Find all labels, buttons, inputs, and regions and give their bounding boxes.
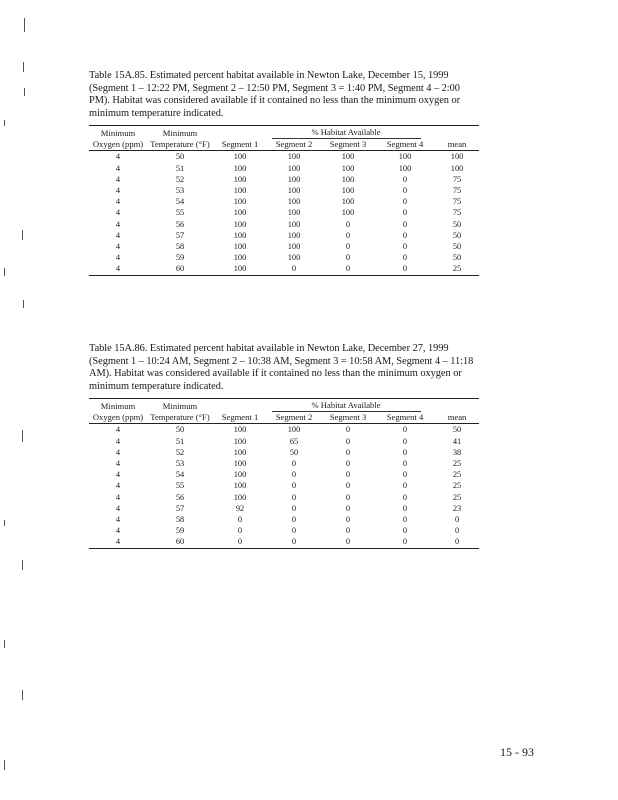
table-cell: 4 (89, 536, 147, 548)
table-cell: 56 (175, 492, 185, 502)
table-cell: 0 (402, 242, 408, 251)
table-row (89, 536, 479, 548)
table-cell: 4 (115, 492, 121, 502)
table-cell: 4 (115, 219, 121, 229)
habitat-table-15a85 (89, 125, 479, 275)
table-cell: 0 (291, 492, 297, 502)
table-cell: 100 (233, 458, 247, 468)
table-cell: 0 (402, 185, 408, 195)
table-row (89, 219, 479, 230)
table-cell: 60 (147, 536, 213, 548)
table-cell: 4 (115, 152, 121, 162)
table-cell: 100 (341, 174, 355, 184)
col-header: Segment 3 (321, 412, 375, 424)
table-cell: 0 (345, 515, 351, 524)
table-cell: 4 (115, 436, 121, 446)
table-cell: 100 (233, 242, 247, 251)
col-header-top: Minimum (147, 399, 213, 413)
table-cell: 0 (345, 526, 351, 536)
table-cell: 100 (233, 425, 247, 435)
table-cell: 100 (233, 174, 247, 184)
table-cell: 75 (452, 174, 462, 184)
table-cell: 38 (452, 447, 462, 457)
col-header-top: Minimum (147, 126, 213, 140)
table-cell: 0 (402, 197, 408, 207)
col-header-top: Minimum (89, 399, 147, 413)
table-cell: 100 (233, 492, 247, 502)
table-cell: 100 (287, 230, 301, 240)
table-cell: 100 (233, 481, 247, 491)
table-cell: 100 (341, 185, 355, 195)
table-cell: 0 (402, 481, 408, 491)
table-cell: 0 (435, 536, 479, 548)
habitat-table-15a86 (89, 398, 479, 548)
table-body (89, 424, 479, 548)
table-cell: 100 (287, 163, 301, 173)
table-cell: 58 (175, 515, 185, 524)
table-cell: 75 (452, 208, 462, 218)
table-cell: 0 (321, 536, 375, 548)
table-cell: 0 (237, 526, 243, 536)
header-row (89, 412, 479, 424)
table-cell: 57 (175, 503, 185, 513)
table-cell: 4 (115, 197, 121, 207)
table-cell: 100 (233, 470, 247, 480)
table-cell: 100 (287, 219, 301, 229)
table-cell: 0 (291, 515, 297, 524)
table-cell: 0 (291, 458, 297, 468)
table-cell: 57 (175, 230, 185, 240)
table-cell: 0 (402, 515, 408, 524)
table-cell: 100 (233, 208, 247, 218)
table-cell: 51 (175, 436, 185, 446)
table-cell: 100 (398, 152, 412, 162)
table-cell: 4 (115, 208, 121, 218)
table-cell: 100 (233, 253, 247, 263)
table-cell: 100 (233, 230, 247, 240)
table-row (89, 185, 479, 196)
table-cell: 100 (233, 152, 247, 162)
table-cell: 0 (402, 470, 408, 480)
col-header: Temperature (°F) (147, 412, 213, 424)
table-cell: 25 (452, 458, 462, 468)
table-cell: 58 (175, 242, 185, 251)
table-row (89, 196, 479, 207)
table-cell: 100 (341, 208, 355, 218)
col-header: Segment 4 (375, 139, 435, 151)
table-cell: 4 (115, 174, 121, 184)
col-header: Segment 1 (213, 412, 267, 424)
scan-edge-artifacts (0, 0, 30, 800)
col-header: Temperature (°F) (147, 139, 213, 151)
table-row (89, 480, 479, 491)
table-cell: 0 (402, 526, 408, 536)
table-row (89, 514, 479, 525)
table-cell: 52 (175, 174, 185, 184)
table-cell: 65 (289, 436, 299, 446)
table-cell: 100 (287, 152, 301, 162)
table-cell: 100 (398, 163, 412, 173)
table-cell: 0 (454, 526, 460, 536)
table-cell: 100 (287, 253, 301, 263)
table-cell: 0 (454, 515, 460, 524)
page-number: 15 - 93 (500, 745, 534, 759)
table-row (89, 525, 479, 536)
table-row (89, 458, 479, 469)
table-cell: 0 (291, 526, 297, 536)
table-cell: 4 (115, 526, 121, 536)
table-cell: 0 (402, 230, 408, 240)
table-cell: 0 (237, 515, 243, 524)
table-row (89, 469, 479, 480)
table-cell: 0 (345, 253, 351, 263)
table-cell: 4 (115, 185, 121, 195)
table-cell: 100 (233, 436, 247, 446)
table-cell: 50 (452, 425, 462, 435)
table-row (89, 263, 479, 275)
table-cell: 4 (115, 425, 121, 435)
table-cell: 4 (115, 163, 121, 173)
table-cell: 54 (175, 197, 185, 207)
table-row (89, 252, 479, 263)
table-cell: 23 (452, 503, 462, 513)
table-cell: 0 (402, 208, 408, 218)
table-cell: 100 (450, 163, 464, 173)
header-row (89, 139, 479, 151)
table-cell: 0 (213, 536, 267, 548)
col-group-header: % Habitat Available (213, 126, 479, 140)
table-cell: 4 (115, 503, 121, 513)
table-cell: 0 (291, 470, 297, 480)
table-cell: 100 (233, 185, 247, 195)
table-cell: 4 (115, 253, 121, 263)
table-row (89, 241, 479, 252)
table-cell: 54 (175, 470, 185, 480)
col-header: Oxygen (ppm) (89, 412, 147, 424)
table-cell: 0 (267, 263, 321, 275)
table-cell: 100 (233, 163, 247, 173)
table-cell: 0 (345, 458, 351, 468)
table-cell: 4 (115, 242, 121, 251)
table-cell: 25 (452, 481, 462, 491)
col-header: Segment 2 (267, 412, 321, 424)
table-cell: 0 (345, 481, 351, 491)
table-cell: 4 (115, 515, 121, 524)
table-cell: 100 (287, 185, 301, 195)
table-cell: 0 (345, 219, 351, 229)
table-cell: 92 (235, 503, 245, 513)
table-cell: 0 (402, 174, 408, 184)
table-cell: 0 (345, 242, 351, 251)
col-header: Segment 2 (267, 139, 321, 151)
table-cell: 50 (452, 230, 462, 240)
table-cell: 4 (115, 230, 121, 240)
table-cell: 100 (450, 152, 464, 162)
col-header: Segment 3 (321, 139, 375, 151)
table-cell: 0 (402, 253, 408, 263)
table-caption: Table 15A.86. Estimated percent habitat available in Newton Lake, December 27, 1999 (Segment 1 – 10:24 AM, Segment 2 – 10:38 AM, Segment 3 = 10:58 AM, Segment 4 – 11:18 AM). Habitat was considered available if it contained no less than the minimum oxygen or minimum temperature indicated. (89, 343, 474, 392)
table-cell: 100 (341, 163, 355, 173)
table-cell: 0 (402, 458, 408, 468)
table-cell: 0 (345, 503, 351, 513)
table-cell: 51 (175, 163, 185, 173)
table-15a86-block (89, 343, 481, 549)
table-cell: 50 (452, 253, 462, 263)
table-cell: 100 (233, 219, 247, 229)
table-cell: 4 (115, 447, 121, 457)
table-cell: 75 (452, 185, 462, 195)
table-cell: 4 (115, 481, 121, 491)
table-row (89, 424, 479, 436)
table-cell: 50 (452, 242, 462, 251)
table-cell: 100 (233, 197, 247, 207)
table-row (89, 436, 479, 447)
table-cell: 100 (287, 208, 301, 218)
table-cell: 100 (287, 174, 301, 184)
table-cell: 0 (345, 447, 351, 457)
table-cell: 55 (175, 208, 185, 218)
table-row (89, 174, 479, 185)
table-cell: 100 (233, 447, 247, 457)
col-header: Segment 4 (375, 412, 435, 424)
table-cell: 25 (435, 263, 479, 275)
table-cell: 0 (291, 481, 297, 491)
table-cell: 0 (345, 492, 351, 502)
table-row (89, 151, 479, 163)
table-row (89, 503, 479, 514)
table-cell: 50 (289, 447, 299, 457)
table-cell: 52 (175, 447, 185, 457)
table-row (89, 492, 479, 503)
table-row (89, 447, 479, 458)
table-15a85-block (89, 70, 481, 276)
table-cell: 59 (175, 526, 185, 536)
table-cell: 75 (452, 197, 462, 207)
table-row (89, 207, 479, 218)
table-cell: 0 (291, 503, 297, 513)
table-cell: 100 (287, 197, 301, 207)
table-caption: Table 15A.85. Estimated percent habitat available in Newton Lake, December 15, 1999 (Segment 1 – 12:22 PM, Segment 2 – 12:50 PM, Segment 3 = 1:40 PM, Segment 4 – 2:00 PM). Habitat was considered available if it contained no less than the minimum oxygen or minimum temperature indicated. (89, 70, 461, 119)
table-cell: 0 (402, 436, 408, 446)
table-cell: 100 (341, 152, 355, 162)
col-group-header: % Habitat Available (213, 399, 479, 413)
table-cell: 4 (115, 470, 121, 480)
table-cell: 25 (452, 470, 462, 480)
table-cell: 100 (213, 263, 267, 275)
table-cell: 0 (402, 425, 408, 435)
table-cell: 0 (321, 263, 375, 275)
table-cell: 0 (402, 447, 408, 457)
table-row (89, 163, 479, 174)
table-cell: 100 (341, 197, 355, 207)
table-cell: 0 (345, 230, 351, 240)
table-cell: 59 (175, 253, 185, 263)
table-cell: 0 (402, 492, 408, 502)
table-cell: 0 (345, 436, 351, 446)
table-cell: 0 (402, 503, 408, 513)
col-header-top: Minimum (89, 126, 147, 140)
table-cell: 53 (175, 458, 185, 468)
table-cell: 0 (345, 425, 351, 435)
table-cell: 0 (345, 470, 351, 480)
table-body (89, 151, 479, 275)
table-cell: 53 (175, 185, 185, 195)
header-row-top (89, 399, 479, 413)
table-cell: 41 (452, 436, 462, 446)
table-cell: 100 (287, 242, 301, 251)
table-cell: 56 (175, 219, 185, 229)
table-cell: 50 (175, 152, 185, 162)
table-cell: 0 (402, 219, 408, 229)
table-cell: 25 (452, 492, 462, 502)
col-header: mean (435, 139, 479, 151)
table-cell: 50 (452, 219, 462, 229)
table-cell: 4 (115, 458, 121, 468)
table-cell: 4 (89, 263, 147, 275)
table-row (89, 230, 479, 241)
header-row-top (89, 126, 479, 140)
table-cell: 55 (175, 481, 185, 491)
table-cell: 100 (287, 425, 301, 435)
table-cell: 60 (147, 263, 213, 275)
col-header: Oxygen (ppm) (89, 139, 147, 151)
table-cell: 0 (375, 536, 435, 548)
table-cell: 0 (267, 536, 321, 548)
table-cell: 0 (375, 263, 435, 275)
col-header: mean (435, 412, 479, 424)
table-cell: 50 (175, 425, 185, 435)
col-header: Segment 1 (213, 139, 267, 151)
